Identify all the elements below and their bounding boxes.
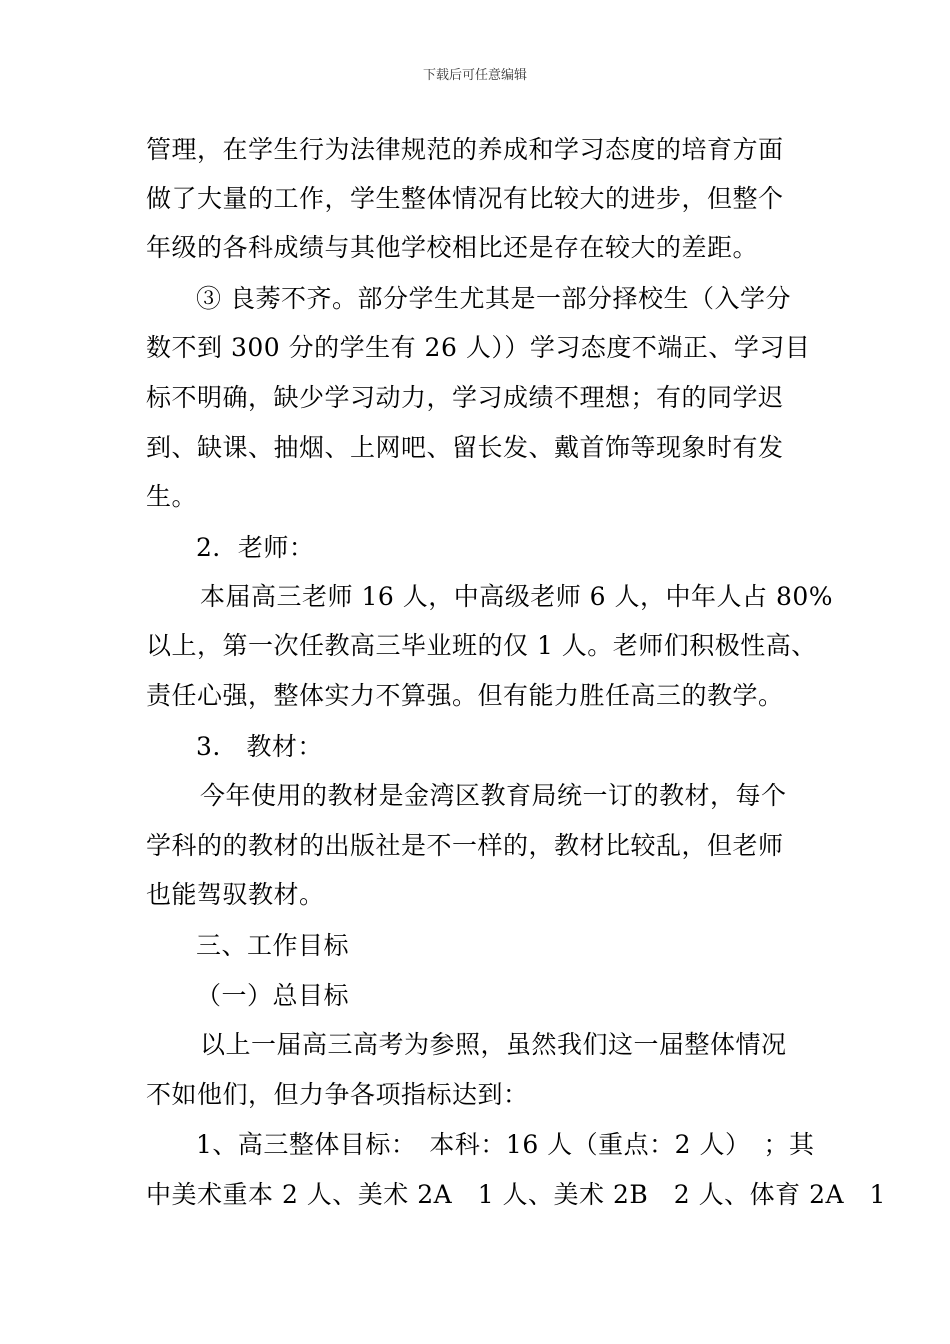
body-line: 到、缺课、抽烟、上网吧、留长发、戴首饰等现象时有发: [146, 433, 784, 462]
body-line: 标不明确，缺少学习动力，学习成绩不理想；有的同学迟: [146, 383, 784, 412]
body-line: ③ 良莠不齐。部分学生尤其是一部分择校生（入学分: [196, 284, 791, 313]
section-heading: 2．老师：: [196, 533, 315, 562]
section-heading: 三、工作目标: [196, 931, 350, 960]
section-heading: （一）总目标: [196, 981, 350, 1010]
body-line: 中美术重本 2 人、美术 2A 1 人、美术 2B 2 人、体育 2A 1: [146, 1180, 886, 1209]
body-line: 不如他们，但力争各项指标达到：: [146, 1080, 529, 1109]
body-line: 做了大量的工作，学生整体情况有比较大的进步，但整个: [146, 184, 784, 213]
body-line: 以上，第一次任教高三毕业班的仅 1 人。老师们积极性高、: [146, 631, 817, 660]
page-header: 下载后可任意编辑: [422, 68, 527, 83]
body-line: 今年使用的教材是金湾区教育局统一订的教材，每个: [200, 781, 787, 810]
body-line: 以上一届高三高考为参照，虽然我们这一届整体情况: [200, 1030, 787, 1059]
body-line: 数不到 300 分的学生有 26 人））学习态度不端正、学习目: [146, 333, 811, 362]
body-line: 也能驾驭教材。: [146, 880, 325, 909]
body-line: 管理，在学生行为法律规范的养成和学习态度的培育方面: [146, 135, 784, 164]
body-line: 责任心强，整体实力不算强。但有能力胜任高三的教学。: [146, 681, 784, 710]
body-line: 学科的的教材的出版社是不一样的，教材比较乱，但老师: [146, 831, 784, 860]
body-line: 1、高三整体目标： 本科：16 人（重点：2 人） ；其: [196, 1130, 815, 1159]
section-heading: 3. 教材：: [196, 732, 323, 761]
body-line: 本届高三老师 16 人，中高级老师 6 人，中年人占 80%: [200, 582, 834, 611]
body-line: 生。: [146, 482, 198, 511]
body-line: 年级的各科成绩与其他学校相比还是存在较大的差距。: [146, 233, 759, 262]
